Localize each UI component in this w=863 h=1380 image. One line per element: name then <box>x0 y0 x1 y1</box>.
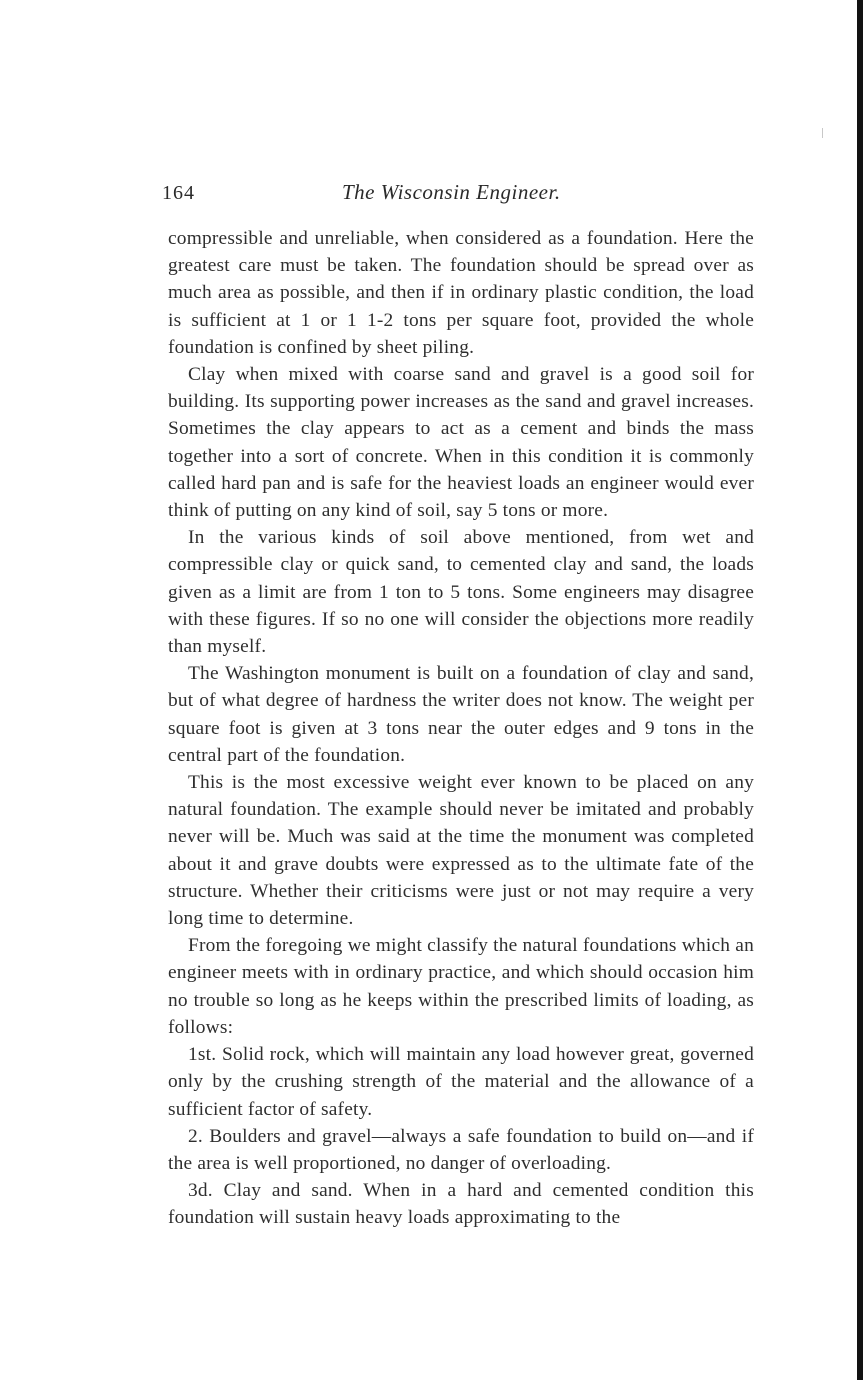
paragraph-continued: compressible and unreliable, when considered as a foundation. Here the greatest care must be taken. The foundation should be spread over as much area as possible, and then if in ordinary plastic condition, the load is sufficient at 1 or 1 1-2 tons per square foot, provided the whole foundation is confined by sheet piling. <box>168 228 754 358</box>
list-item-solid-rock: 1st. Solid rock, which will maintain any load however great, governed only by the crushing strength of the material and the allowance of a sufficient factor of safety. <box>168 1044 754 1120</box>
scan-speck <box>822 128 823 138</box>
article-body <box>168 225 754 1232</box>
paragraph-excessive-weight: This is the most excessive weight ever known to be placed on any natural foundation. The example should never be imitated and probably never will be. Much was said at the time the monument was completed about it and grave doubts were expressed as to the ultimate fate of the structure. Whether their criticisms were just or not may require a very long time to determine. <box>168 772 754 930</box>
journal-title: The Wisconsin Engineer. <box>342 180 561 204</box>
paragraph-washington-monument: The Washington monument is built on a foundation of clay and sand, but of what degree of hardness the writer does not know. The weight per square foot is given at 3 tons near the outer edges and 9 tons in the central part of the foundation. <box>168 663 754 766</box>
paragraph-classification: From the foregoing we might classify the natural foundations which an engineer meets with in ordinary practice, and which should occasion him no trouble so long as he keeps within the prescribed limits of loading, as follows: <box>168 935 754 1038</box>
paragraph-soil-limits: In the various kinds of soil above mentioned, from wet and compressible clay or quick sand, to cemented clay and sand, the loads given as a limit are from 1 ton to 5 tons. Some engineers may disagree with these figures. If so no one will consider the objections more readily than myself. <box>168 527 754 658</box>
list-item-clay-sand: 3d. Clay and sand. When in a hard and cemented condition this foundation will sustain heavy loads approximating to the <box>168 1180 754 1229</box>
paragraph-clay-gravel: Clay when mixed with coarse sand and gravel is a good soil for building. Its supporting power increases as the sand and gravel increases. Sometimes the clay appears to act as a cement and binds the mass together into a sort of concrete. When in this condition it is commonly called hard pan and is safe for the heaviest loads an engineer would ever think of putting on any kind of soil, say 5 tons or more. <box>168 364 754 522</box>
list-item-boulders-gravel: 2. Boulders and gravel—always a safe foundation to build on—and if the area is well proportioned, no danger of overloading. <box>168 1125 754 1174</box>
scan-edge-border <box>857 0 863 1380</box>
page-number: 164 <box>162 182 195 204</box>
running-head <box>162 178 752 208</box>
